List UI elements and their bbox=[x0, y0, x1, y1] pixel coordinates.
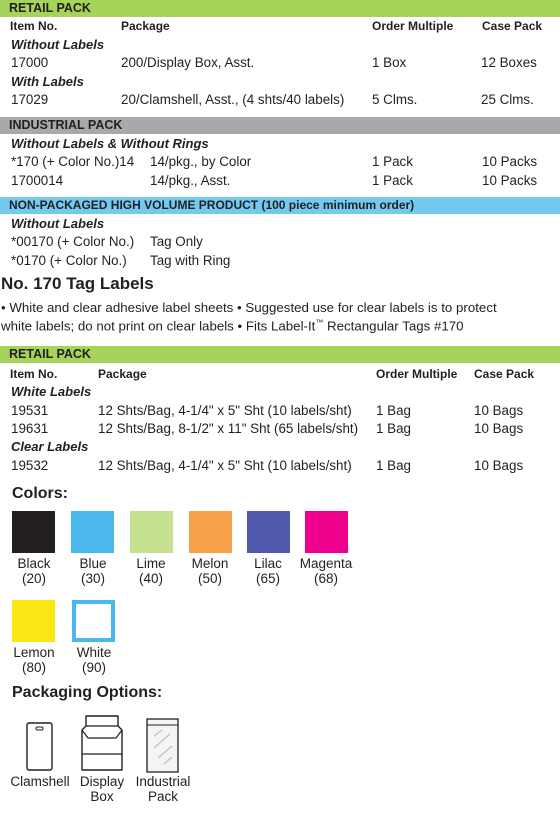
order-multiple: 1 Bag bbox=[376, 458, 411, 473]
color-swatch-magenta bbox=[305, 511, 348, 553]
item-number: 19531 bbox=[11, 403, 49, 418]
order-multiple: 1 Pack bbox=[372, 173, 413, 188]
header-item-no: Item No. bbox=[10, 19, 58, 33]
header-case-pack: Case Pack bbox=[482, 19, 543, 33]
clamshell-icon bbox=[26, 722, 54, 772]
package-description: 14/pkg., Asst. bbox=[150, 173, 231, 188]
package-description: 14/pkg., by Color bbox=[150, 154, 252, 169]
case-pack: 10 Packs bbox=[482, 173, 538, 188]
subheading-clear-labels: Clear Labels bbox=[11, 439, 89, 454]
trademark-symbol: ™ bbox=[315, 318, 324, 327]
case-pack: 10 Bags bbox=[474, 403, 524, 418]
header-order-multiple: Order Multiple bbox=[376, 367, 458, 381]
packaging-label-display-box: Display Box bbox=[79, 774, 125, 804]
display-box-icon bbox=[77, 714, 127, 772]
package-description: 12 Shts/Bag, 4-1/4" x 5" Sht (10 labels/sht) bbox=[98, 458, 352, 473]
order-multiple: 1 Box bbox=[372, 55, 407, 70]
case-pack: 10 Bags bbox=[474, 458, 524, 473]
color-label-magenta: Magenta (68) bbox=[299, 556, 353, 586]
color-label-white: White (90) bbox=[76, 645, 112, 675]
packaging-heading: Packaging Options: bbox=[12, 684, 163, 701]
non-packaged-band: NON-PACKAGED HIGH VOLUME PRODUCT (100 piece minimum order) bbox=[0, 197, 560, 214]
item-number: *0170 (+ Color No.) bbox=[11, 253, 127, 268]
industrial-pack-band: INDUSTRIAL PACK bbox=[0, 117, 560, 134]
item-number: 19532 bbox=[11, 458, 49, 473]
case-pack: 10 Bags bbox=[474, 421, 524, 436]
header-package: Package bbox=[121, 19, 170, 33]
package-description: 12 Shts/Bag, 8-1/2" x 11" Sht (65 labels/sht) bbox=[98, 421, 359, 436]
subheading-with-labels: With Labels bbox=[11, 74, 84, 89]
color-swatch-melon bbox=[189, 511, 232, 553]
color-swatch-lime bbox=[130, 511, 173, 553]
order-multiple: 1 Bag bbox=[376, 421, 411, 436]
color-label-lilac: Lilac (65) bbox=[254, 556, 282, 586]
package-description: 200/Display Box, Asst. bbox=[121, 55, 255, 70]
subheading-without-labels-rings: Without Labels & Without Rings bbox=[11, 136, 209, 151]
item-number: 17029 bbox=[11, 92, 49, 107]
header-order-multiple: Order Multiple bbox=[372, 19, 454, 33]
retail-pack-band: RETAIL PACK bbox=[0, 346, 560, 363]
color-swatch-white bbox=[72, 600, 115, 642]
order-multiple: 1 Pack bbox=[372, 154, 413, 169]
color-label-black: Black (20) bbox=[17, 556, 51, 586]
header-item-no: Item No. bbox=[10, 367, 58, 381]
package-description: 20/Clamshell, Asst., (4 shts/40 labels) bbox=[121, 92, 345, 107]
header-case-pack: Case Pack bbox=[474, 367, 535, 381]
packaging-label-industrial-pack: Industrial Pack bbox=[135, 774, 191, 804]
subheading-without-labels: Without Labels bbox=[11, 216, 105, 231]
item-number: *170 (+ Color No.)14 bbox=[11, 154, 135, 169]
order-multiple: 1 Bag bbox=[376, 403, 411, 418]
product-description-line2: white labels; do not print on clear labels • Fits Label-It™ Rectangular Tags #170 bbox=[1, 318, 464, 334]
color-label-lemon: Lemon (80) bbox=[13, 645, 55, 675]
package-description: 12 Shts/Bag, 4-1/4" x 5" Sht (10 labels/sht) bbox=[98, 403, 352, 418]
product-description-line1: • White and clear adhesive label sheets • Suggested use for clear labels is to protect bbox=[1, 300, 497, 315]
package-description: Tag Only bbox=[150, 234, 203, 249]
color-label-melon: Melon (50) bbox=[191, 556, 229, 586]
product-title: No. 170 Tag Labels bbox=[1, 274, 154, 293]
item-number: 1700014 bbox=[11, 173, 64, 188]
packaging-label-clamshell: Clamshell bbox=[10, 774, 70, 789]
color-swatch-blue bbox=[71, 511, 114, 553]
color-label-blue: Blue (30) bbox=[79, 556, 107, 586]
item-number: 19631 bbox=[11, 421, 49, 436]
case-pack: 25 Clms. bbox=[481, 92, 534, 107]
color-label-lime: Lime (40) bbox=[136, 556, 166, 586]
item-number: *00170 (+ Color No.) bbox=[11, 234, 135, 249]
subheading-white-labels: White Labels bbox=[11, 384, 92, 399]
industrial-pack-icon bbox=[146, 718, 180, 774]
case-pack: 12 Boxes bbox=[481, 55, 537, 70]
color-swatch-lemon bbox=[12, 600, 55, 642]
order-multiple: 5 Clms. bbox=[372, 92, 418, 107]
header-package: Package bbox=[98, 367, 147, 381]
case-pack: 10 Packs bbox=[482, 154, 538, 169]
item-number: 17000 bbox=[11, 55, 49, 70]
package-description: Tag with Ring bbox=[150, 253, 231, 268]
color-swatch-lilac bbox=[247, 511, 290, 553]
colors-heading: Colors: bbox=[12, 485, 68, 502]
retail-pack-band: RETAIL PACK bbox=[0, 0, 560, 17]
subheading-without-labels: Without Labels bbox=[11, 37, 105, 52]
color-swatch-black bbox=[12, 511, 55, 553]
